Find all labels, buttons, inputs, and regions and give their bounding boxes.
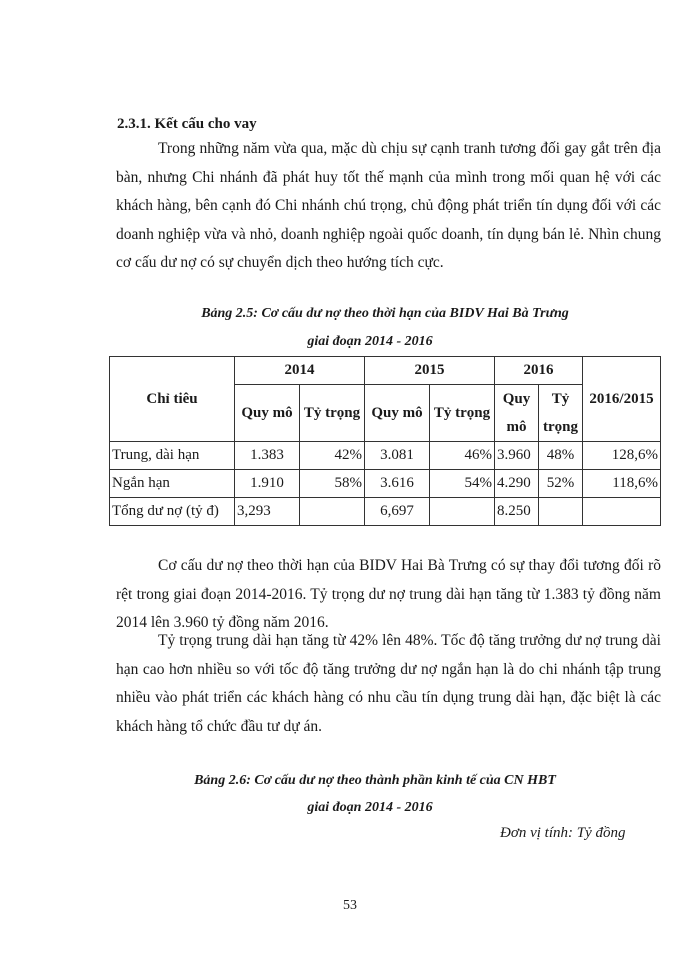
cell-2016-amount: 3.960 xyxy=(495,442,539,470)
subheader-2014-share: Tỷ trọng xyxy=(300,385,365,442)
analysis-paragraph-1-text: Cơ cấu dư nợ theo thời hạn của BIDV Hai Bà Trưng có sự thay đổi tương đối rõ rệt trong giai đoạn 2014-2016. Tỷ trọng dư nợ trung dài hạn tăng từ 1.383 tỷ đồng năm 2014 lên 3.960 tỷ đồng năm 2016. xyxy=(116,557,661,632)
analysis-paragraph-1 xyxy=(116,552,661,638)
cell-2014-amount: 3,293 xyxy=(235,498,300,526)
row-label: Ngắn hạn xyxy=(110,470,235,498)
cell-2014-share: 42% xyxy=(300,442,365,470)
table-2-5-caption-period: giai đoạn 2014 - 2016 xyxy=(307,334,433,349)
cell-ratio xyxy=(583,498,661,526)
cell-2015-amount: 6,697 xyxy=(365,498,430,526)
section-heading: 2.3.1. Kết cấu cho vay xyxy=(117,116,257,132)
table-2-5 xyxy=(109,356,661,526)
header-indicator: Chỉ tiêu xyxy=(110,357,235,442)
intro-paragraph xyxy=(116,135,661,278)
table-row-total xyxy=(110,498,661,526)
cell-2016-share xyxy=(539,498,583,526)
cell-2015-share xyxy=(430,498,495,526)
analysis-paragraph-2-text: Tỷ trọng trung dài hạn tăng từ 42% lên 48%. Tốc độ tăng trưởng dư nợ trung dài hạn cao hơn nhiều so với tốc độ tăng trưởng dư nợ ngắn hạn là do chi nhánh tập trung nhiều vào phát triển các khách hàng có nhu cầu tín dụng trung dài hạn, đặc biệt là các khách hàng tổ chức đầu tư dự án. xyxy=(116,632,661,735)
table-row xyxy=(110,470,661,498)
subheader-2015-share: Tỷ trọng xyxy=(430,385,495,442)
analysis-paragraph-2 xyxy=(116,627,661,741)
header-year-2014: 2014 xyxy=(235,357,365,385)
table-header-row xyxy=(110,357,661,385)
cell-2016-amount: 4.290 xyxy=(495,470,539,498)
cell-2014-amount: 1.910 xyxy=(235,470,300,498)
unit-note: Đơn vị tính: Tỷ đồng xyxy=(500,825,626,841)
cell-2014-share: 58% xyxy=(300,470,365,498)
cell-2014-amount: 1.383 xyxy=(235,442,300,470)
cell-2016-amount: 8.250 xyxy=(495,498,539,526)
subheader-2014-amount: Quy mô xyxy=(235,385,300,442)
table-2-6-caption: Bảng 2.6: Cơ cấu dư nợ theo thành phần kinh tế của CN HBT xyxy=(194,773,556,788)
table-2-6-caption-period: giai đoạn 2014 - 2016 xyxy=(307,800,433,815)
cell-2014-share xyxy=(300,498,365,526)
cell-2015-share: 54% xyxy=(430,470,495,498)
cell-2016-share: 48% xyxy=(539,442,583,470)
row-label: Tổng dư nợ (tỷ đ) xyxy=(110,498,235,526)
subheader-2015-amount: Quy mô xyxy=(365,385,430,442)
cell-ratio: 118,6% xyxy=(583,470,661,498)
cell-2015-amount: 3.616 xyxy=(365,470,430,498)
cell-2015-amount: 3.081 xyxy=(365,442,430,470)
header-ratio: 2016/2015 xyxy=(583,357,661,442)
subheader-2016-share: Tỷ trọng xyxy=(539,385,583,442)
row-label: Trung, dài hạn xyxy=(110,442,235,470)
table-row xyxy=(110,442,661,470)
cell-ratio: 128,6% xyxy=(583,442,661,470)
cell-2015-share: 46% xyxy=(430,442,495,470)
header-year-2016: 2016 xyxy=(495,357,583,385)
subheader-2016-amount: Quy mô xyxy=(495,385,539,442)
page-number: 53 xyxy=(343,898,357,913)
intro-paragraph-text: Trong những năm vừa qua, mặc dù chịu sự cạnh tranh tương đối gay gắt trên địa bàn, nhưng Chi nhánh đã phát huy tốt thế mạnh của mình trong mối quan hệ với các khách hàng, bên cạnh đó Chi nhánh chú trọng, chủ động phát triển tín dụng đối với các doanh nghiệp vừa và nhỏ, doanh nghiệp ngoài quốc doanh, tín dụng bán lẻ. Nhìn chung cơ cấu dư nợ có sự chuyển dịch theo hướng tích cực. xyxy=(116,140,661,272)
table-2-5-caption: Bảng 2.5: Cơ cấu dư nợ theo thời hạn của BIDV Hai Bà Trưng xyxy=(201,306,569,321)
cell-2016-share: 52% xyxy=(539,470,583,498)
header-year-2015: 2015 xyxy=(365,357,495,385)
